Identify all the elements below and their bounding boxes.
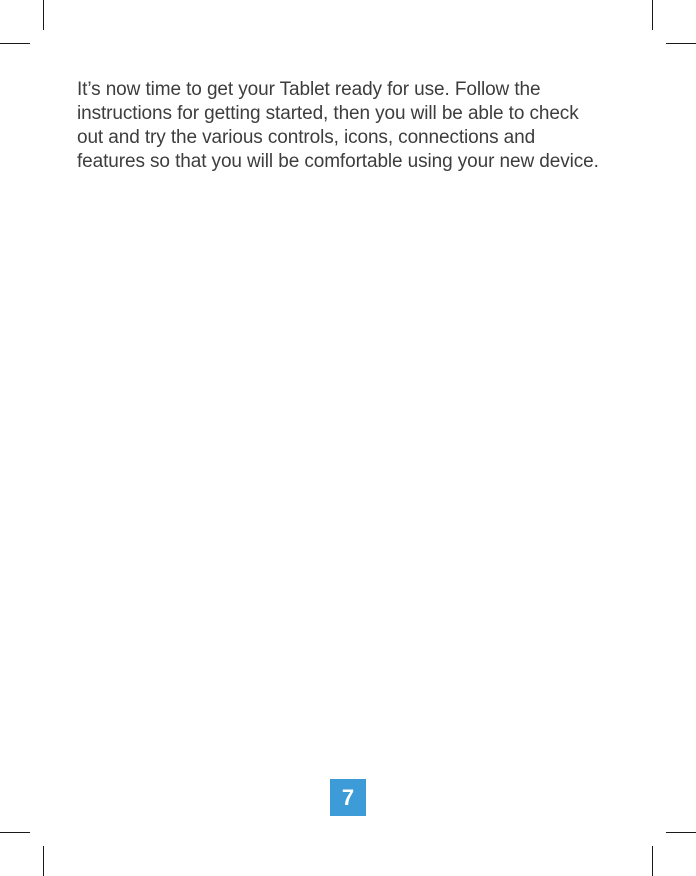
intro-line: instructions for getting started, then you will be able to check (77, 103, 579, 124)
crop-mark-bottom-right-vertical (652, 846, 653, 876)
intro-line: It’s now time to get your Tablet ready for use. Follow the (77, 79, 541, 100)
intro-paragraph (77, 78, 637, 174)
page-number-badge: 7 (330, 779, 366, 816)
intro-line: features so that you will be comfortable using your new device. (77, 151, 599, 172)
crop-mark-top-left-horizontal (0, 43, 30, 44)
crop-mark-top-right-vertical (652, 0, 653, 30)
crop-mark-bottom-left-vertical (43, 846, 44, 876)
crop-mark-bottom-right-horizontal (666, 832, 696, 833)
crop-mark-top-left-vertical (43, 0, 44, 30)
intro-line: out and try the various controls, icons, connections and (77, 127, 536, 148)
crop-mark-top-right-horizontal (666, 43, 696, 44)
crop-mark-bottom-left-horizontal (0, 832, 30, 833)
